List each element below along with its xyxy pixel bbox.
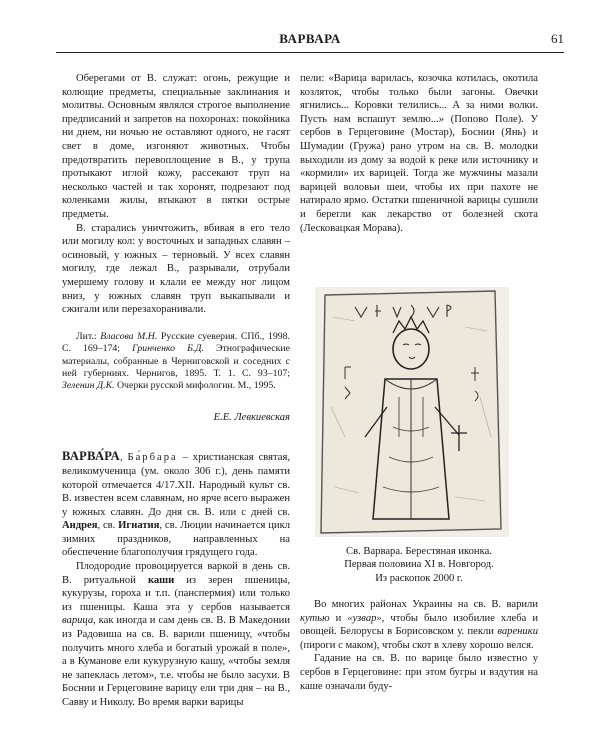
link-andrey: Андрея [62, 520, 98, 532]
paragraph: Оберегами от В. служат: огонь, режущие и колющие предметы, специальные заклинания и молитвы. Основным являлся строгое выполнение предписаний и запретов на похоронах: покойника ни днем, ни ночью не оставляют одного, не гасят свет в доме, изгоняют животных. Чтобы предотвратить перевоплощение в В., у трупа протыкают иглой кожу, рассекают труп на несколько частей и так хоронят, подрезают под коленками жилы, втыкают в пятки острые предметы. [62, 73, 290, 220]
right-column-bottom [300, 598, 538, 693]
figure-birchbark-icon [315, 287, 509, 537]
literature-note: Лит.: Власова М.Н. Русские суеверия. СПб., 1998. С. 169–174; Гринченко Б.Д. Этнографические материалы, собранные в Черниговской и соседних с ней губерниях. Чернигов, 1895. Т. 1. С. 93–107; Зеленин Д.К. Очерки русской мифологии. М., 1995. [62, 330, 291, 392]
left-column [62, 72, 290, 710]
entry-headword: ВАРВА́РА [62, 449, 120, 464]
birchbark-icon-image [315, 287, 509, 537]
paragraph: В. старались уничтожить, вбивая в его тело или могилу кол: у восточных и западных славян – осиновый, у южных – терновый. У всех славян могилу, где лежал В., разрывали, отрубали умершему голову и клали ее между ног лицом вниз, у южных славян труп выкапывали и сжигали или перезахоранивали. [62, 222, 290, 316]
link-ignatiy: Игнатия [118, 520, 160, 532]
right-column [300, 72, 538, 235]
page-header [56, 30, 564, 53]
dictionary-entry: ВАРВА́РА, Ба́рбара – христианская святая, великомученица (ум. около 306 г.), день памяти которой отмечается 4/17.XII. Народный культ св. В. известен всем славянам, но ярче всего выражен у южных славян. До дня св. В. или с дней св. Андрея, св. Игнатия, св. Люции начинается цикл зимних праздников, направленных на обеспечение благополучия грядущего года. [62, 449, 291, 559]
article-author: Е.Е. Левкиевская [213, 411, 290, 423]
paragraph: Гадание на св. В. по варице было известно у сербов в Герцеговине: при этом бугры и вздутия на каше означали буду- [300, 653, 538, 692]
entry-variant: Ба́рбара [127, 452, 178, 464]
paragraph: пели: «Варица варилась, козочка котилась, окотила козляток, чтобы только были загоны. Овечки ягнились... Коровки телились... А за ними волки. Пусть нам вспашут землю...» (Попово Поле). У сербов в Герцеговине (Мостар), Боснии (Янь) и Шумадии (Гружа) рано утром на св. В. молодки выходили из дому за водой к реке или источнику и «кормили» их варицей. Тогда же мужчины мазали варицей воловьи шеи, чтобы их при пахоте не натирало ярмо. Остатки пшеничной варицы сушили и берегли как лекарство от болезней скота (Лесковацкая Морава). [300, 73, 538, 234]
paragraph: Плодородие провоцируется варкой в день св. В. ритуальной каши из зерен пшеницы, кукурузы, гороха и т.п. (панспермия) или только из пшеницы. Каша эта у сербов называется варица, как иногда и сам день св. В. В Македонии из Радовиша на св. В. варили пшеницу, «чтобы получить много хлеба и богатый урожай в поле», а в Куманове ели кукурузную кашу, «чтобы земля не запеклась летом», т.е. чтобы не было засухи. В Боснии и Герцеговине варицу ели три дня – на В., Савву и Николу. Во время варки варицы [62, 561, 291, 708]
page-number: 61 [551, 31, 564, 46]
paragraph: Во многих районах Украины на св. В. варили кутью и «узвар», чтобы было изобилие хлеба и овощей. Белорусы в Борисовском у. пекли вареники (пироги с маком), чтобы скот в хлеву хорошо велся. [300, 599, 538, 651]
running-title: ВАРВАРА [279, 31, 341, 46]
figure-caption: Св. Варвара. Берестяная иконка. Первая половина XI в. Новгород. Из раскопок 2000 г. [344, 546, 494, 584]
